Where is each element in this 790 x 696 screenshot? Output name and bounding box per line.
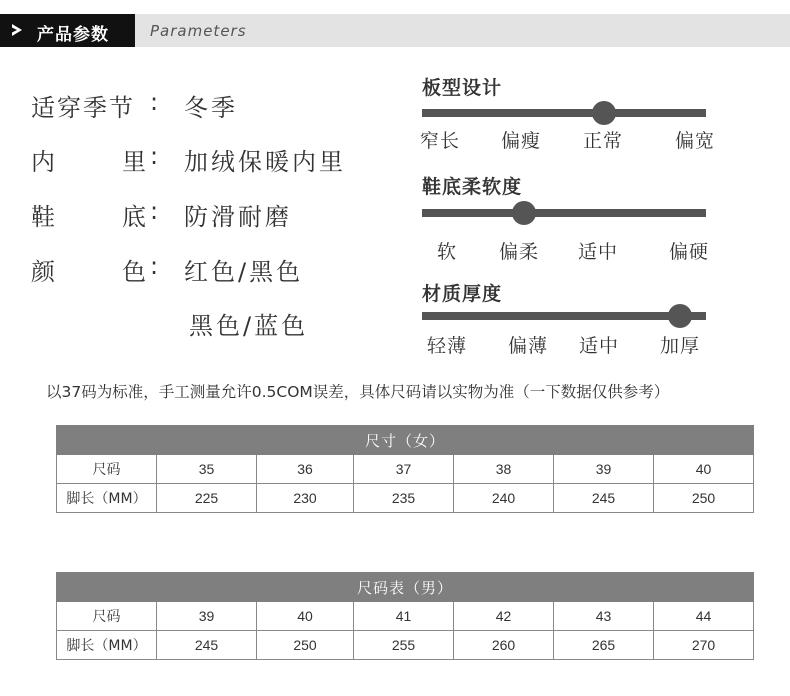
slider-track xyxy=(422,312,706,320)
attribute-label: 内 xyxy=(31,148,57,176)
slider-label: 适中 xyxy=(579,335,620,357)
attribute-value: 红色/黑色 xyxy=(184,258,304,286)
slider-label: 加厚 xyxy=(660,335,701,357)
table-row-label: 脚长（MM） xyxy=(57,484,157,513)
table-header-row xyxy=(57,573,754,602)
table-cell: 250 xyxy=(654,484,754,513)
slider-label: 偏瘦 xyxy=(501,130,542,152)
table-cell: 230 xyxy=(257,484,354,513)
measurement-note: 以37码为标准，手工测量允许0.5COM误差，具体尺码请以实物为准（一下数据仅供参考） xyxy=(46,383,670,401)
table-cell: 245 xyxy=(157,631,257,660)
attribute-label-second: 底 xyxy=(122,203,148,231)
section-subtitle: Parameters xyxy=(150,22,247,40)
table-cell: 40 xyxy=(257,602,354,631)
slider-label: 偏宽 xyxy=(675,130,716,152)
table-cell: 39 xyxy=(157,602,257,631)
table-cell: 250 xyxy=(257,631,354,660)
table-cell: 43 xyxy=(554,602,654,631)
table-cell: 35 xyxy=(157,455,257,484)
table-cell: 36 xyxy=(257,455,354,484)
attribute-colon: : xyxy=(150,197,159,225)
attribute-colon: : xyxy=(150,142,159,170)
table-cell: 255 xyxy=(354,631,454,660)
table-cell: 235 xyxy=(354,484,454,513)
table-cell: 42 xyxy=(454,602,554,631)
slider-knob xyxy=(592,101,616,125)
table-cell: 44 xyxy=(654,602,754,631)
attribute-colon: : xyxy=(150,88,159,116)
table-row xyxy=(57,455,754,484)
slider-label: 正常 xyxy=(583,130,624,152)
table-row-label: 脚长（MM） xyxy=(57,631,157,660)
slider-label: 偏硬 xyxy=(669,241,710,263)
size-table-women xyxy=(56,425,754,513)
slider-label: 轻薄 xyxy=(427,335,468,357)
table-cell: 225 xyxy=(157,484,257,513)
attribute-label-second: 里 xyxy=(122,148,148,176)
table-header-row xyxy=(57,426,754,455)
slider-label: 窄长 xyxy=(420,130,461,152)
slider-title: 鞋底柔软度 xyxy=(422,176,523,198)
attribute-value: 冬季 xyxy=(184,94,238,122)
attribute-row xyxy=(0,88,400,122)
attribute-label: 适穿季节 xyxy=(31,94,135,122)
attribute-value: 加绒保暖内里 xyxy=(184,148,346,176)
slider-label: 软 xyxy=(437,241,458,263)
table-title: 尺码表（男） xyxy=(57,573,754,602)
slider-track xyxy=(422,109,706,117)
slider-title: 材质厚度 xyxy=(422,283,503,305)
table-cell: 270 xyxy=(654,631,754,660)
slider-label: 偏柔 xyxy=(499,241,540,263)
table-cell: 38 xyxy=(454,455,554,484)
table-row xyxy=(57,484,754,513)
slider-title: 板型设计 xyxy=(422,77,503,99)
table-cell: 265 xyxy=(554,631,654,660)
attribute-value: 黑色/蓝色 xyxy=(189,312,309,340)
attribute-row xyxy=(0,142,400,176)
section-header xyxy=(0,14,790,47)
attribute-colon: : xyxy=(150,252,159,280)
attribute-row xyxy=(0,252,400,286)
table-cell: 240 xyxy=(454,484,554,513)
size-table-men xyxy=(56,572,754,660)
attribute-row xyxy=(0,306,400,340)
chevron-right-icon xyxy=(9,22,25,38)
section-header-label-box xyxy=(0,14,135,47)
slider-knob xyxy=(668,304,692,328)
table-row-label: 尺码 xyxy=(57,602,157,631)
attribute-row xyxy=(0,197,400,231)
slider-track xyxy=(422,209,706,217)
attribute-label: 鞋 xyxy=(31,203,57,231)
table-cell: 40 xyxy=(654,455,754,484)
table-title: 尺寸（女） xyxy=(57,426,754,455)
slider-label: 适中 xyxy=(578,241,619,263)
slider-label: 偏薄 xyxy=(508,335,549,357)
table-cell: 39 xyxy=(554,455,654,484)
table-cell: 41 xyxy=(354,602,454,631)
table-cell: 245 xyxy=(554,484,654,513)
section-title: 产品参数 xyxy=(37,25,109,45)
table-cell: 37 xyxy=(354,455,454,484)
attribute-label: 颜 xyxy=(31,258,57,286)
slider-knob xyxy=(512,201,536,225)
table-row-label: 尺码 xyxy=(57,455,157,484)
attribute-value: 防滑耐磨 xyxy=(184,203,292,231)
table-row xyxy=(57,631,754,660)
table-row xyxy=(57,602,754,631)
attribute-label-second: 色 xyxy=(122,258,148,286)
table-cell: 260 xyxy=(454,631,554,660)
